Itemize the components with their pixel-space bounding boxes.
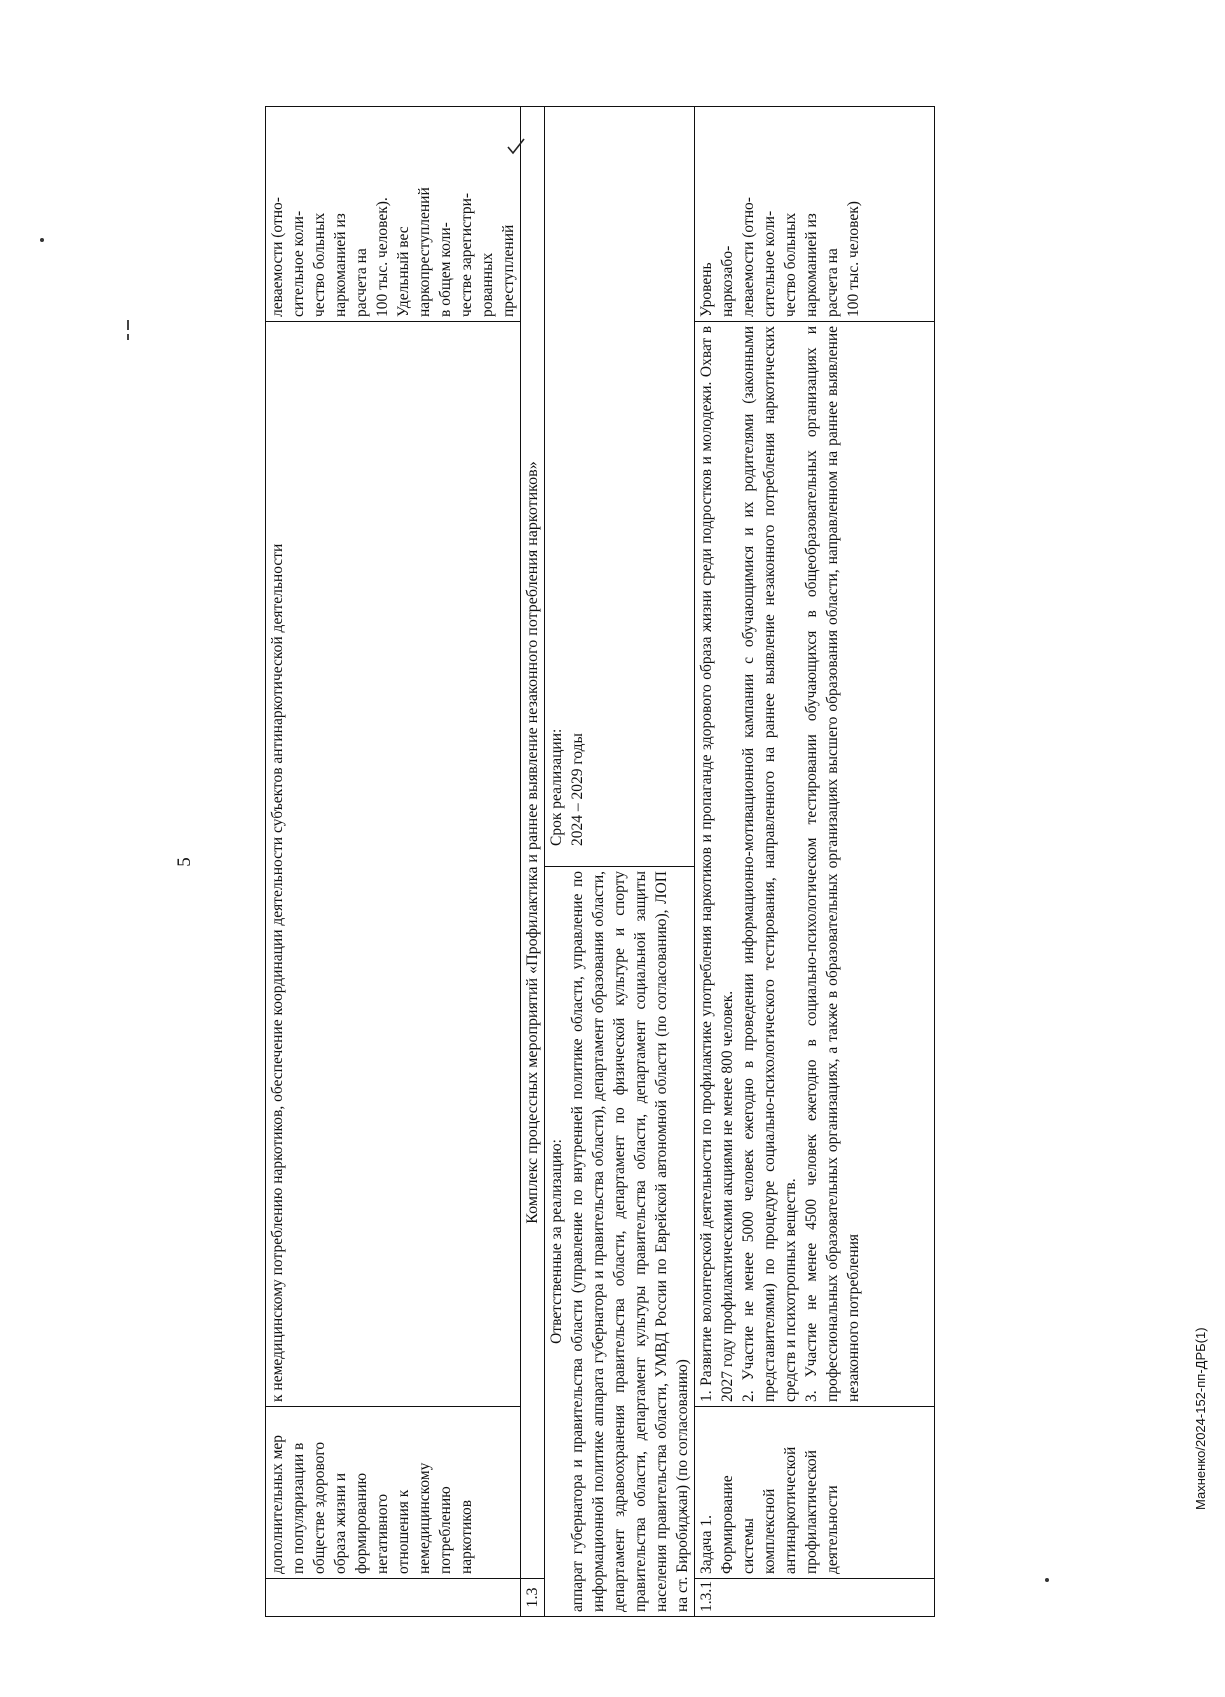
text-line: наркопреступлений xyxy=(416,187,433,317)
table-row-task xyxy=(695,106,935,1616)
responsible-text: аппарат губернатора и правительства области (управление по внутренней политике области, управление по информационной политике аппарата губернатора и правительства области), департамент образования области, департамент здравоохранения правительства области, департамент по физической культуре и спорту правительства области, департамент культуры правительства области, департамент социальной защиты населения правительства области, УМВД России по Еврейской автономной области (по согласованию), ЛОП на ст. Биробиджан) (по согласованию) xyxy=(569,871,691,1612)
program-table xyxy=(265,106,935,1617)
result-item: 1. Развитие волонтерской деятельности по профилактике употребления наркотиков и пропаганде здорового образа жизни среди подростков и молодежи. Охват в 2027 году профилактическими акциями не менее 800 человек. xyxy=(698,325,736,1402)
text-line: в общем коли- xyxy=(437,222,454,317)
measure-name-cell xyxy=(266,1407,521,1579)
text-line: 100 тыс. человек) xyxy=(845,201,862,317)
handwritten-mark xyxy=(505,135,527,157)
table-row-responsible xyxy=(545,106,695,1616)
scan-mark xyxy=(127,334,129,340)
text-line: деятельности xyxy=(824,1485,841,1574)
text-line: антинаркотической xyxy=(782,1446,799,1574)
text-line: сительное коли- xyxy=(761,210,778,317)
text-line: отношения к xyxy=(395,1489,412,1574)
task-indicator-cell xyxy=(695,106,935,321)
text-line: комплексной xyxy=(761,1488,778,1574)
table-row-section xyxy=(521,106,545,1616)
text-line: честве зарегистри- xyxy=(458,192,475,317)
measure-description-cell: к немедицинскому потреблению наркотиков, обеспечение координации деятельности субъектов антинаркотической деятельности xyxy=(266,321,521,1406)
text-line: расчета на xyxy=(353,248,370,317)
text-line: 100 тыс. человек). xyxy=(374,197,391,317)
text-line: наркоманией из xyxy=(803,213,820,317)
result-item: 3. Участие не менее 4500 человек ежегодно в социально-психологическом тестировании обучающихся в общеобразовательных организациях и профессиональных образовательных организациях, а также в образовательных организациях высшего образования области, направленном на раннее выявление незаконного потребления xyxy=(803,325,862,1402)
term-cell xyxy=(545,106,695,866)
responsible-label: Ответственные за реализацию: xyxy=(548,1139,565,1344)
text-line: обществе здорового xyxy=(311,1441,328,1574)
document-code-margin xyxy=(1185,1100,1225,1520)
responsible-cell xyxy=(545,867,695,1617)
term-label: Срок реализации: xyxy=(548,728,565,846)
task-number: 1.3.1 xyxy=(695,1579,935,1617)
number-cell-empty xyxy=(266,1579,521,1617)
term-value: 2024 – 2029 годы xyxy=(569,733,586,846)
text-line: образа жизни и xyxy=(332,1472,349,1574)
scan-speck xyxy=(40,238,44,242)
text-line: сительное коли- xyxy=(290,210,307,317)
text-line: преступлений xyxy=(500,224,517,317)
result-item: 2. Участие не менее 5000 человек ежегодно в проведении информационно-мотивационной кампании с обучающимися и их родителями (законными представителями) по процедуре социально-психологического тестирования, направленного на раннее выявление незаконного потребления наркотических средств и психотропных веществ. xyxy=(740,325,799,1402)
text-line: наркозабо- xyxy=(719,245,736,317)
text-line: Задача 1. xyxy=(698,1515,715,1574)
text-line: рованных xyxy=(479,252,496,317)
page-number: 5 xyxy=(174,857,195,867)
text-line: чество больных xyxy=(782,212,799,317)
text-line: профилактической xyxy=(803,1450,820,1574)
section-title: Комплекс процессных мероприятий «Профилактика и раннее выявление незаконного потребления наркотиков» xyxy=(521,106,545,1578)
text-line: по популяризации в xyxy=(290,1442,307,1574)
text-line: расчета на xyxy=(824,248,841,317)
text-line: негативного xyxy=(374,1493,391,1574)
text-line: наркоманией из xyxy=(332,213,349,317)
document-code: Махненко/2024-152-пп-ДРБ(1) xyxy=(1193,1327,1208,1510)
text-line: потреблению xyxy=(437,1486,454,1574)
text-line: Уровень xyxy=(698,262,715,317)
table-row-continuation xyxy=(266,106,521,1616)
task-results-cell xyxy=(695,321,935,1406)
text-line: леваемости (отно- xyxy=(740,197,757,317)
text-line: чество больных xyxy=(311,212,328,317)
rotated-content xyxy=(170,107,1200,1617)
text-line: Формирование xyxy=(719,1475,736,1574)
text-line: немедицинскому xyxy=(416,1462,433,1574)
scan-mark xyxy=(127,320,129,330)
text-line: Удельный вес xyxy=(395,226,412,317)
text-line: системы xyxy=(740,1518,757,1574)
text-line: леваемости (отно- xyxy=(269,197,286,317)
text-line: формированию xyxy=(353,1472,370,1574)
indicator-cell xyxy=(266,106,521,321)
task-name-cell xyxy=(695,1407,935,1579)
text-line: наркотиков xyxy=(458,1499,475,1574)
section-number: 1.3 xyxy=(521,1579,545,1617)
text-line: дополнительных мер xyxy=(269,1434,286,1574)
